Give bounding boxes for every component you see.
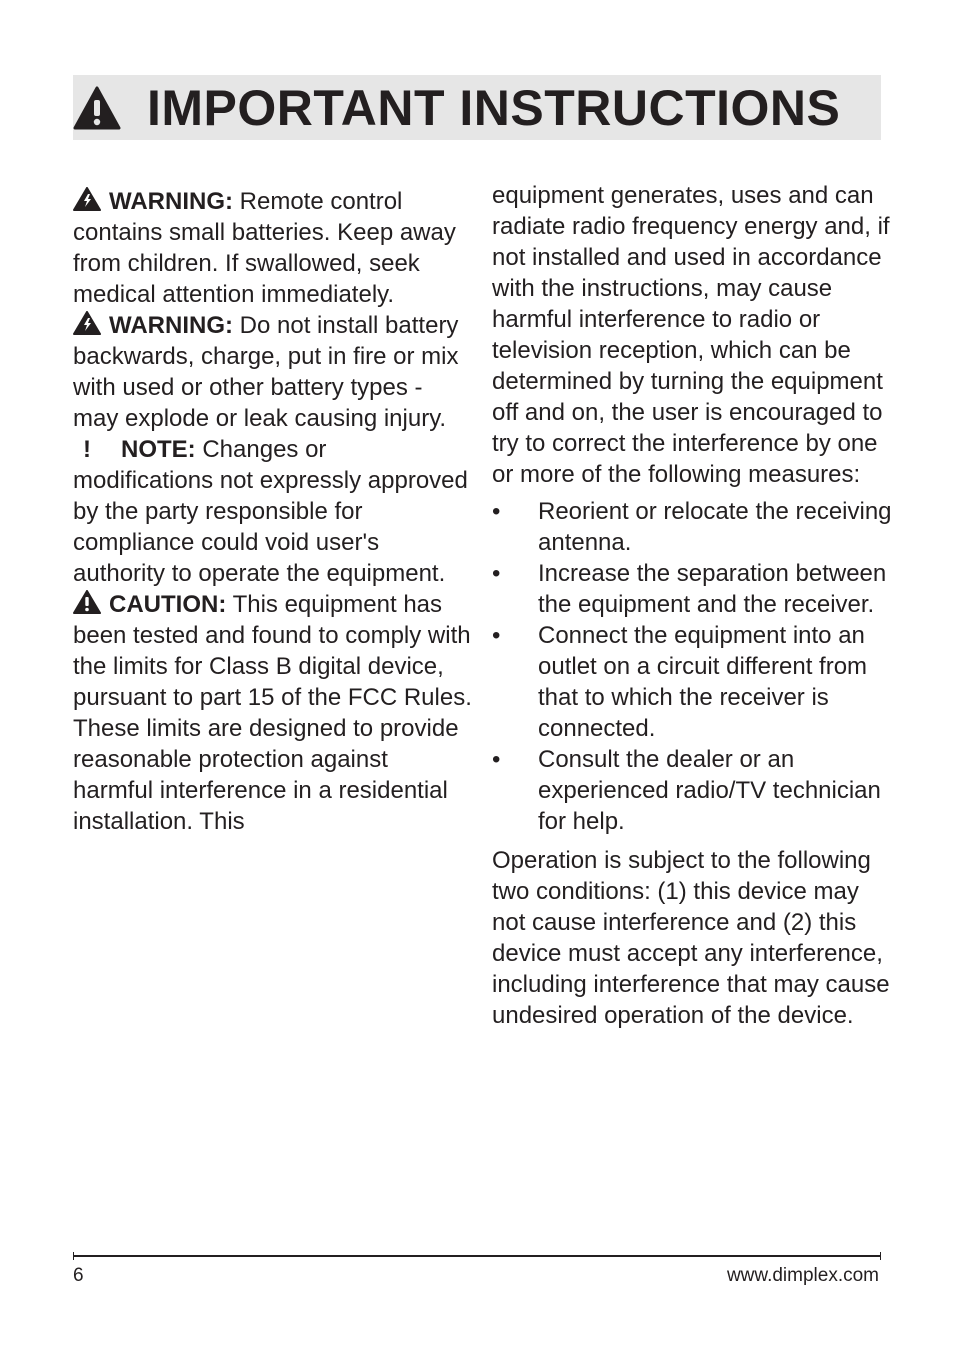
title-bar [73,75,881,140]
caution-label: CAUTION: [109,591,227,618]
note-text: Changes or modifications not expressly approved by the party responsible for compliance could void user's authority to operate the equipment. [73,436,468,587]
bullet-mark: • [492,622,501,649]
left-column [73,186,473,837]
warning-batteries-small [73,186,473,310]
warning-explosion-icon [73,311,101,335]
list-item: • Connect the equipment into an outlet on a circuit different from that to which the receiver is connected. [492,622,868,742]
caution-text: This equipment has been tested and found to comply with the limits for Class B digital device, pursuant to part 15 of the FCC Rules. These limits are designed to provide reasonable protection against harmful interference in a residential installation. This [73,591,472,835]
list-item: • Increase the separation between the equipment and the receiver. [492,560,887,618]
warning-battery-install [73,310,473,434]
exclamation-icon: ! [83,436,91,463]
warning-label: WARNING: [109,188,233,215]
list-item: • Reorient or relocate the receiving antenna. [492,498,892,556]
note-label: NOTE: [121,436,196,463]
bullet-mark: • [492,746,501,773]
warning-text: Do not install battery backwards, charge, put in fire or mix with used or other battery types - may explode or leak causing injury. [73,312,459,432]
list-item: • Consult the dealer or an experienced radio/TV technician for help. [492,746,881,835]
warning-triangle-icon [73,590,101,614]
caution-fcc [73,589,473,837]
warning-text: Remote control contains small batteries. Keep away from children. If swallowed, seek medical attention immediately. [73,188,456,308]
fcc-continuation: equipment generates, uses and can radiate radio frequency energy and, if not installed and used in accordance with the instructions, may cause harmful interference to radio or television reception, which can be determined by turning the equipment off and on, the user is encouraged to try to correct the interference by one or more of the following measures: [492,182,890,488]
bullet-mark: • [492,498,501,525]
page-number: 6 [73,1265,84,1286]
measures-list [492,496,892,837]
warning-label: WARNING: [109,312,233,339]
warning-explosion-icon [73,187,101,211]
footer-divider [73,1255,881,1257]
warning-triangle-icon [73,86,121,130]
website-link: www.dimplex.com [726,1265,879,1286]
page-title: IMPORTANT INSTRUCTIONS [147,79,841,136]
right-column [492,180,892,1031]
note-modifications [73,434,473,589]
bullet-mark: • [492,560,501,587]
operation-conditions: Operation is subject to the following two conditions: (1) this device may not cause interference and (2) this device must accept any interference, including interference that may cause undesired operation of the device. [492,847,890,1029]
